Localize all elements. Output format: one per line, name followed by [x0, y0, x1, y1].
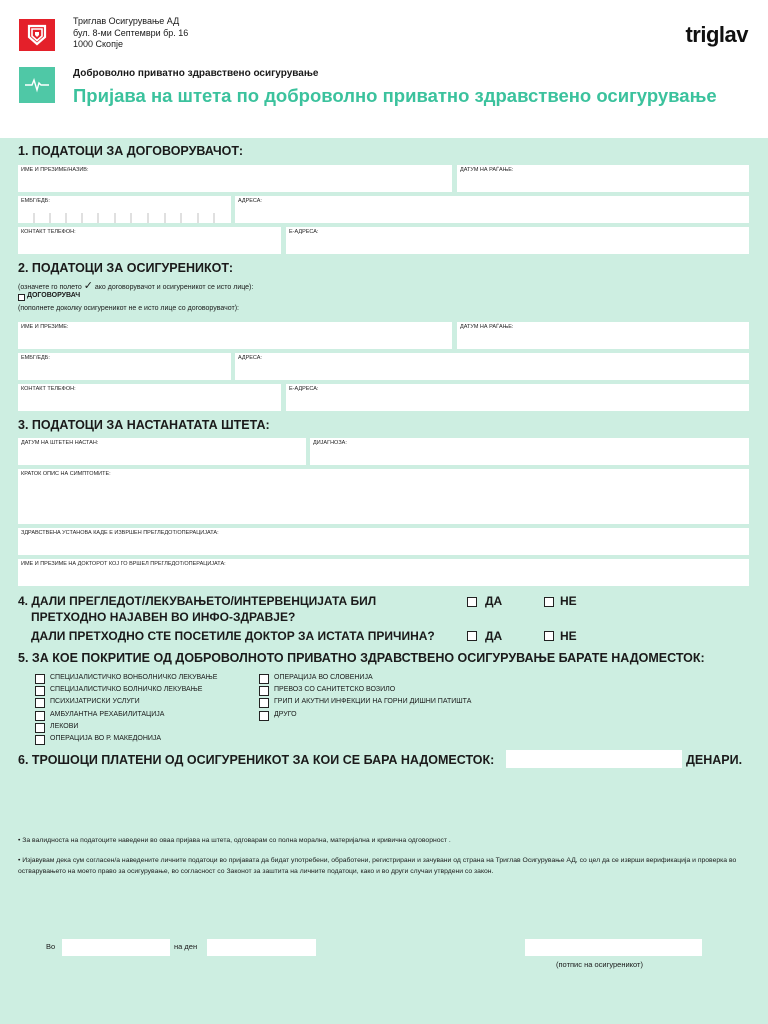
- insured-name-field[interactable]: [18, 322, 452, 349]
- coverage-checkbox[interactable]: [259, 674, 269, 684]
- coverage-checkbox[interactable]: [259, 711, 269, 721]
- q1-yes-label: ДА: [485, 594, 503, 608]
- field-label: КРАТОК ОПИС НА СИМПТОМИТЕ:: [21, 471, 111, 477]
- question2: ДАЛИ ПРЕТХОДНО СТЕ ПОСЕТИЛЕ ДОКТОР ЗА ИСТАТА ПРИЧИНА?: [31, 629, 435, 643]
- insured-email-field[interactable]: [286, 384, 749, 411]
- coverage-option: СПЕЦИЈАЛИСТИЧКО БОЛНИЧКО ЛЕКУВАЊЕ: [50, 686, 203, 693]
- field-label: ЗДРАВСТВЕНА УСТАНОВА КАДЕ Е ИЗВРШЕН ПРЕГЛЕДОТ/ОПЕРАЦИЈАТА:: [21, 530, 219, 536]
- insured-address-field[interactable]: [235, 353, 749, 380]
- company-address: [73, 16, 188, 51]
- section5-heading: 5. ЗА КОЕ ПОКРИТИЕ ОД ДОБРОВОЛНОТО ПРИВАТНО ЗДРАВСТВЕНО ОСИГУРУВАЊЕ БАРАТЕ НАДОМЕСТОК:: [18, 651, 705, 665]
- section1-heading: 1. ПОДАТОЦИ ЗА ДОГОВОРУВАЧОТ:: [18, 144, 243, 158]
- coverage-option: ПРЕВОЗ СО САНИТЕТСКО ВОЗИЛО: [274, 686, 396, 693]
- coverage-checkbox[interactable]: [35, 711, 45, 721]
- insured-embg-field[interactable]: [18, 353, 231, 380]
- note-text: (означете го полето: [18, 284, 82, 291]
- coverage-checkbox[interactable]: [35, 698, 45, 708]
- heartbeat-icon: [19, 67, 55, 103]
- field-label: КОНТАКТ ТЕЛЕФОН:: [21, 229, 76, 235]
- field-label: ЕМБГ/ЕДБ:: [21, 198, 50, 204]
- q2-no-label: НЕ: [560, 629, 577, 643]
- institution-field[interactable]: [18, 528, 749, 555]
- coverage-option: ОПЕРАЦИЈА ВО Р. МАКЕДОНИЈА: [50, 735, 162, 742]
- coverage-checkbox[interactable]: [35, 723, 45, 733]
- triglav-logo-icon: [19, 19, 55, 51]
- note-text: ако договорувачот и осигуреникот се исто лице):: [94, 284, 254, 291]
- checkmark-icon: ✓: [83, 280, 93, 292]
- q2-yes-label: ДА: [485, 629, 503, 643]
- field-label: ИМЕ И ПРЕЗИМЕ НА ДОКТОРОТ КОЈ ГО ВРШЕЛ ПРЕГЛЕДОТ/ОПЕРАЦИЈАТА:: [21, 561, 226, 567]
- signature-field[interactable]: [525, 939, 702, 956]
- policyholder-email-field[interactable]: [286, 227, 749, 254]
- insured-phone-field[interactable]: [18, 384, 281, 411]
- doctor-field[interactable]: [18, 559, 749, 586]
- coverage-option: СПЕЦИЈАЛИСТИЧКО ВОНБОЛНИЧКО ЛЕКУВАЊЕ: [50, 674, 218, 681]
- field-label: ИМЕ И ПРЕЗИМЕ/НАЗИВ:: [21, 167, 89, 173]
- field-label: Е-АДРЕСА:: [289, 386, 319, 392]
- policyholder-phone-field[interactable]: [18, 227, 281, 254]
- date-label: на ден: [174, 942, 198, 951]
- policyholder-address-field[interactable]: [235, 196, 749, 223]
- form-title: Пријава на штета по доброволно приватно здравствено осигурување: [73, 85, 717, 106]
- field-label: ДАТУМ НА РАЃАЊЕ:: [460, 167, 514, 173]
- coverage-option: ОПЕРАЦИЈА ВО СЛОВЕНИЈА: [274, 674, 373, 681]
- signature-label: (потпис на осигуреникот): [556, 960, 643, 969]
- policyholder-name-field[interactable]: [18, 165, 452, 192]
- coverage-option: ЛЕКОВИ: [50, 723, 79, 730]
- coverage-checkbox[interactable]: [35, 674, 45, 684]
- digit-separators: [18, 211, 231, 223]
- field-label: ДАТУМ НА РАЃАЊЕ:: [460, 324, 514, 330]
- company-name: Триглав Осигурување АД: [73, 16, 180, 26]
- footer-statement1: • За валидноста на податоците наведени во оваа пријава на штета, одговарам со полна морална, материјална и кривична одговорност .: [18, 837, 451, 844]
- q2-yes-checkbox[interactable]: [467, 631, 477, 641]
- form-subtitle: Доброволно приватно здравствено осигурување: [73, 68, 319, 79]
- field-label: ИМЕ И ПРЕЗИМЕ:: [21, 324, 69, 330]
- currency-label: ДЕНАРИ.: [686, 753, 743, 767]
- brand-logo: triglav: [685, 22, 748, 47]
- same-as-policyholder-checkbox[interactable]: [18, 294, 25, 301]
- section2-note1: [18, 279, 253, 292]
- date-field[interactable]: [207, 939, 316, 956]
- same-as-policyholder-label: ДОГОВОРУВАЧ: [27, 292, 81, 299]
- coverage-option: ГРИП И АКУТНИ ИНФЕКЦИИ НА ГОРНИ ДИШНИ ПАТИШТА: [274, 698, 472, 705]
- coverage-checkbox[interactable]: [259, 698, 269, 708]
- policyholder-dob-field[interactable]: [457, 165, 749, 192]
- section2-heading: 2. ПОДАТОЦИ ЗА ОСИГУРЕНИКОТ:: [18, 261, 233, 275]
- place-field[interactable]: [62, 939, 170, 956]
- question1-line2: ПРЕТХОДНО НАЈАВЕН ВО ИНФО-ЗДРАВЈЕ?: [31, 610, 296, 624]
- field-label: ЕМБГ/ЕДБ:: [21, 355, 50, 361]
- field-label: ДИЈАГНОЗА:: [313, 440, 347, 446]
- q2-no-checkbox[interactable]: [544, 631, 554, 641]
- coverage-checkbox[interactable]: [35, 735, 45, 745]
- policyholder-embg-field[interactable]: [18, 196, 231, 223]
- field-label: ДАТУМ НА ШТЕТЕН НАСТАН:: [21, 440, 99, 446]
- field-label: АДРЕСА:: [238, 355, 262, 361]
- footer-statement2: • Изјавувам дека сум согласен/а наведените личните податоци во пријавата да бидат употребени, обработени, регистрирани и зачувани од страна на Триглав Осигурување АД, со цел да се изврши верификација и проверка во остварувањето на моето право за осигурување, во согласност со Законот за заштита на личните податоци, како и во други случаи утврдени со закон.: [18, 857, 737, 875]
- company-street: бул. 8-ми Септември бр. 16: [73, 27, 189, 38]
- coverage-checkbox[interactable]: [259, 686, 269, 696]
- question1-line1: 4. ДАЛИ ПРЕГЛЕДОТ/ЛЕКУВАЊЕТО/ИНТЕРВЕНЦИЈАТА БИЛ: [18, 594, 377, 608]
- coverage-option: ПСИХИЈАТРИСКИ УСЛУГИ: [50, 698, 140, 705]
- field-label: КОНТАКТ ТЕЛЕФОН:: [21, 386, 76, 392]
- section6-heading: 6. ТРОШОЦИ ПЛАТЕНИ ОД ОСИГУРЕНИКОТ ЗА КОИ СЕ БАРА НАДОМЕСТОК:: [18, 753, 495, 767]
- symptoms-field[interactable]: [18, 469, 749, 524]
- q1-yes-checkbox[interactable]: [467, 597, 477, 607]
- amount-field[interactable]: [506, 750, 682, 768]
- insured-dob-field[interactable]: [457, 322, 749, 349]
- place-label: Во: [46, 942, 56, 951]
- section2-note2: (пополнете доколку осигуреникот не е исто лице со договорувачот):: [18, 305, 239, 312]
- claim-date-field[interactable]: [18, 438, 306, 465]
- diagnosis-field[interactable]: [310, 438, 749, 465]
- coverage-option: ДРУГО: [274, 711, 297, 718]
- coverage-checkbox[interactable]: [35, 686, 45, 696]
- field-label: Е-АДРЕСА:: [289, 229, 319, 235]
- q1-no-label: НЕ: [560, 594, 577, 608]
- q1-no-checkbox[interactable]: [544, 597, 554, 607]
- field-label: АДРЕСА:: [238, 198, 262, 204]
- section3-heading: 3. ПОДАТОЦИ ЗА НАСТАНАТАТА ШТЕТА:: [18, 418, 270, 432]
- company-city: 1000 Скопје: [73, 39, 123, 49]
- coverage-option: АМБУЛАНТНА РЕХАБИЛИТАЦИЈА: [50, 711, 165, 718]
